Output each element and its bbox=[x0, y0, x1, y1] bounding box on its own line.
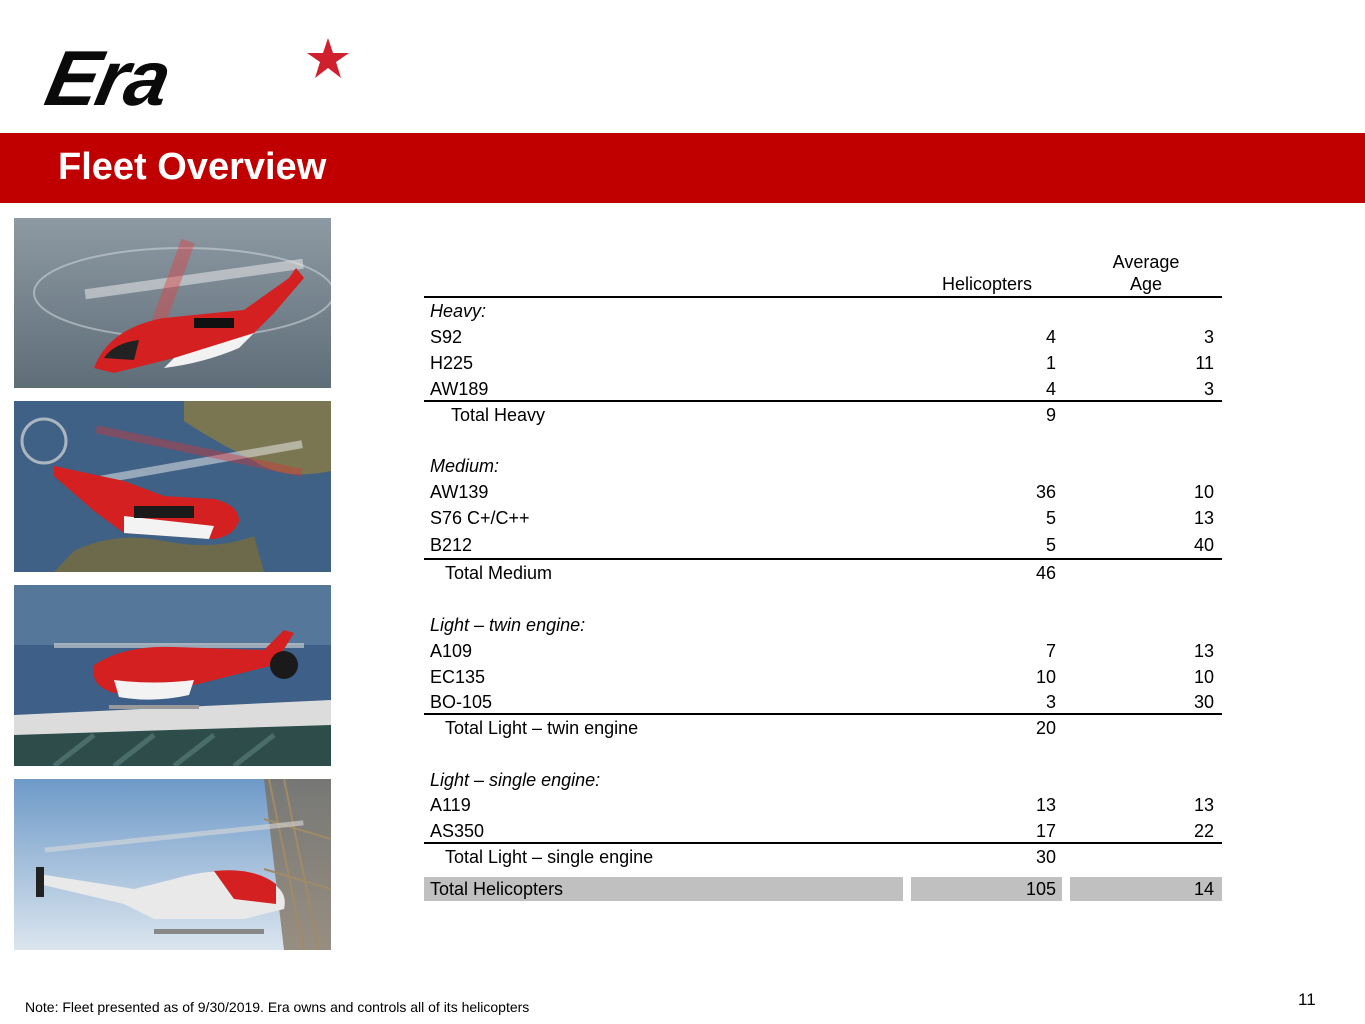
grand-total-row: Total Helicopters 105 14 bbox=[424, 877, 1222, 903]
subtotal-row-light-twin: Total Light – twin engine 20 bbox=[445, 718, 1056, 738]
table-row: A109 7 13 bbox=[430, 641, 1214, 661]
medium-helicopter-photo bbox=[14, 401, 331, 572]
table-row: A119 13 13 bbox=[430, 795, 1214, 815]
table-row: B212 5 40 bbox=[430, 535, 1214, 555]
table-row: BO-105 3 30 bbox=[430, 692, 1214, 712]
table-row: AS350 17 22 bbox=[430, 821, 1214, 841]
subtotal-row-heavy: Total Heavy 9 bbox=[451, 405, 1056, 425]
footnote: Note: Fleet presented as of 9/30/2019. Era owns and controls all of its helicopters bbox=[25, 999, 530, 1015]
heavy-helicopter-photo bbox=[14, 218, 331, 388]
table-row: H225 1 11 bbox=[430, 353, 1214, 373]
era-logo bbox=[38, 34, 358, 122]
page-title: Fleet Overview bbox=[58, 146, 327, 188]
table-row: S76 C+/C++ 5 13 bbox=[430, 508, 1214, 528]
logo-wordmark: Era bbox=[38, 34, 178, 122]
table-row: AW189 4 3 bbox=[430, 379, 1214, 399]
light-twin-helicopter-photo bbox=[14, 585, 331, 766]
subtotal-row-light-single: Total Light – single engine 30 bbox=[445, 847, 1056, 867]
table-row: AW139 36 10 bbox=[430, 482, 1214, 502]
table-row: EC135 10 10 bbox=[430, 667, 1214, 687]
star-icon bbox=[306, 36, 350, 80]
helicopters-column-header: Helicopters bbox=[941, 274, 1033, 294]
section-heading-light-twin: Light – twin engine: bbox=[430, 615, 586, 635]
title-band bbox=[0, 133, 1365, 203]
average-age-column-header: Average Age bbox=[1112, 252, 1180, 294]
section-heading-medium: Medium: bbox=[430, 456, 500, 476]
page-number: 11 bbox=[1298, 990, 1316, 1009]
light-single-helicopter-photo bbox=[14, 779, 331, 950]
section-heading-light-single: Light – single engine: bbox=[430, 770, 601, 790]
table-row: S92 4 3 bbox=[430, 327, 1214, 347]
subtotal-row-medium: Total Medium 46 bbox=[445, 563, 1056, 583]
section-heading-heavy: Heavy: bbox=[430, 301, 487, 321]
